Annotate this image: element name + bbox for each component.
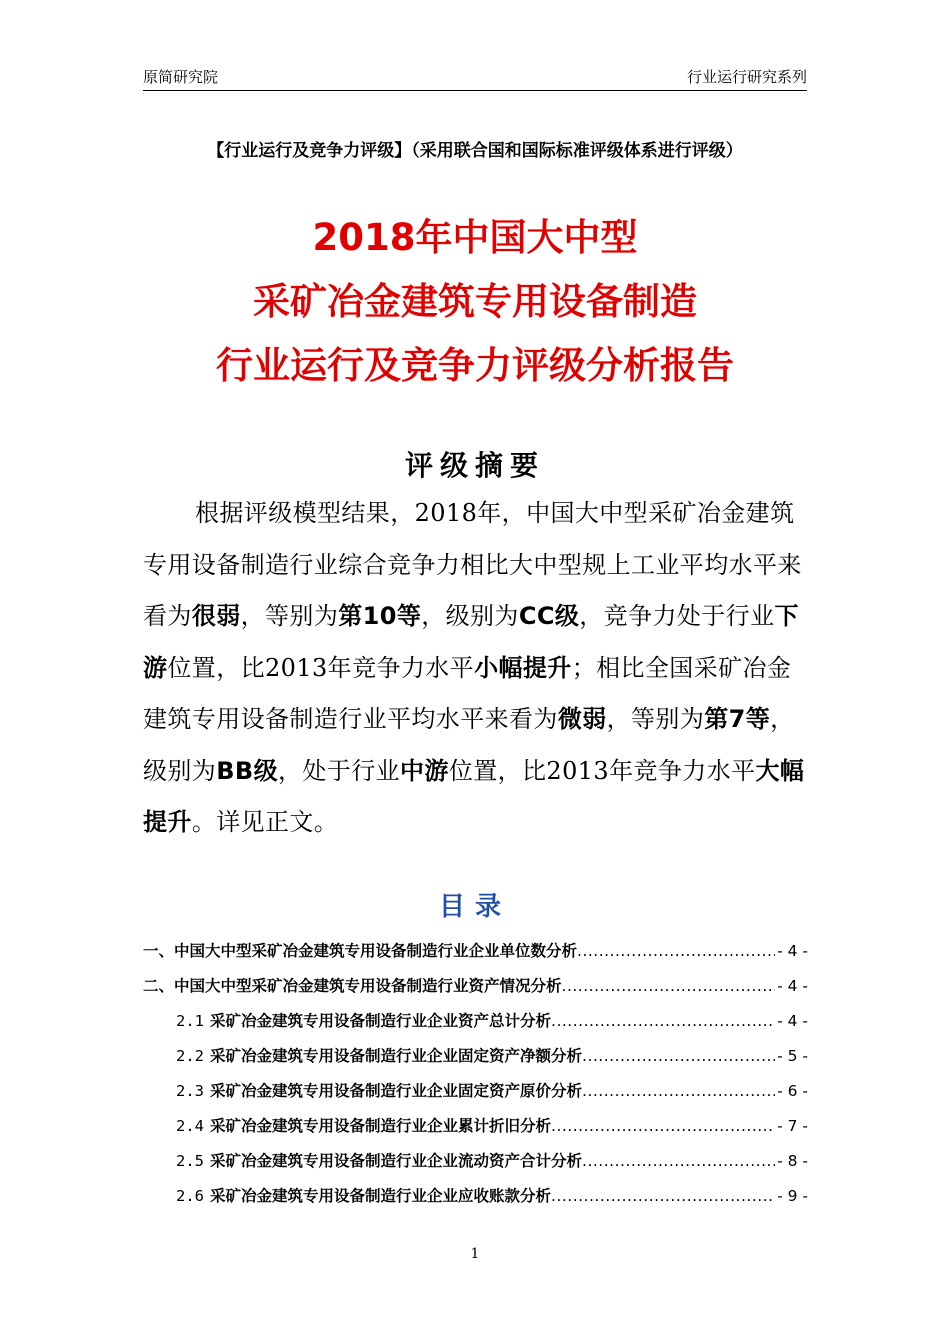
toc-leader-dots	[551, 1004, 775, 1039]
toc-entry-label: 采矿冶金建筑专用设备制造行业企业应收账款分析	[210, 1187, 552, 1205]
summary-text: ，等别为	[240, 602, 339, 630]
toc-entry-number: 2.4	[176, 1117, 204, 1135]
summary-emphasis: 大幅提升	[143, 756, 805, 836]
toc-entry[interactable]	[143, 1039, 808, 1074]
summary-emphasis: 小幅提升	[474, 653, 572, 682]
toc-entry-label: 采矿冶金建筑专用设备制造行业企业流动资产合计分析	[210, 1152, 583, 1170]
toc-entry-number: 2.3	[176, 1082, 204, 1100]
page-number: 1	[470, 1246, 480, 1262]
title-line-3: 行业运行及竞争力评级分析报告	[216, 344, 734, 387]
summary-emphasis: 微弱	[557, 705, 607, 733]
toc-entry-label: 一、中国大中型采矿冶金建筑专用设备制造行业企业单位数分析	[143, 942, 578, 960]
toc-heading: 目录	[438, 892, 511, 922]
toc-leader-dots	[551, 1179, 775, 1214]
report-tagline: 【行业运行及竞争力评级】（采用联合国和国际标准评级体系进行评级）	[207, 141, 743, 161]
summary-text: 。详见正文。	[191, 808, 339, 836]
summary-emphasis: 第7等	[704, 705, 771, 733]
toc-entry-label: 采矿冶金建筑专用设备制造行业企业固定资产原价分析	[210, 1082, 583, 1100]
summary-heading: 评级摘要	[404, 449, 545, 482]
toc-entry-number: 2.2	[176, 1047, 204, 1065]
toc-entry[interactable]	[143, 1144, 808, 1179]
summary-text: ，级别为	[421, 602, 519, 630]
summary-paragraph	[143, 488, 808, 849]
header-right: 行业运行研究系列	[686, 68, 807, 86]
toc-entry-label: 采矿冶金建筑专用设备制造行业企业资产总计分析	[210, 1012, 552, 1030]
toc-entry-page: - 4 -	[777, 942, 808, 960]
toc-entry-number: 2.5	[176, 1152, 204, 1170]
toc-leader-dots	[582, 1039, 775, 1074]
toc-leader-dots	[582, 1144, 775, 1179]
toc-entry-page: - 5 -	[777, 1047, 808, 1065]
report-title	[100, 206, 850, 398]
toc-leader-dots	[551, 1109, 775, 1144]
toc-entry-label: 二、中国大中型采矿冶金建筑专用设备制造行业资产情况分析	[143, 977, 562, 995]
summary-emphasis: 下游	[143, 602, 799, 682]
header-rule	[143, 90, 807, 91]
toc-entry[interactable]	[143, 1074, 808, 1109]
toc-entry-label: 采矿冶金建筑专用设备制造行业企业固定资产净额分析	[210, 1047, 583, 1065]
toc-entry[interactable]	[143, 1004, 808, 1039]
summary-emphasis: 第10等	[338, 602, 422, 630]
toc-leader-dots	[577, 934, 775, 969]
header-left: 原简研究院	[143, 68, 219, 86]
toc-entry[interactable]	[143, 1179, 808, 1214]
summary-emphasis: 中游	[400, 756, 449, 785]
summary-text: ，等别为	[606, 705, 705, 733]
summary-text: ，级别为	[143, 705, 795, 785]
summary-text: ；相比全国采矿冶金建筑专用设备制造行业平均水平来看为	[143, 653, 792, 733]
summary-text: 位置，比2013年竞争力水平	[167, 653, 475, 682]
toc-entry-page: - 8 -	[777, 1152, 808, 1170]
toc-entry-page: - 9 -	[777, 1187, 808, 1205]
summary-emphasis: 很弱	[191, 602, 241, 630]
toc-entry-number: 2.1	[176, 1012, 204, 1030]
summary-text: ，处于行业	[278, 756, 400, 785]
summary-emphasis: CC级	[518, 602, 580, 630]
summary-emphasis: BB级	[216, 756, 278, 785]
toc-entry-number: 2.6	[176, 1187, 204, 1205]
toc-entry-page: - 7 -	[777, 1117, 808, 1135]
toc-entry[interactable]	[143, 969, 808, 1004]
toc-entry-page: - 4 -	[777, 1012, 808, 1030]
toc-entry[interactable]	[143, 934, 808, 969]
toc-entry[interactable]	[143, 1109, 808, 1144]
toc-leader-dots	[582, 1074, 775, 1109]
title-line-1: 2018年中国大中型	[312, 216, 638, 259]
toc-leader-dots	[562, 969, 776, 1004]
toc-entry-page: - 6 -	[777, 1082, 808, 1100]
page-header	[143, 64, 807, 90]
summary-text: 位置，比2013年竞争力水平	[448, 756, 756, 785]
table-of-contents	[143, 934, 808, 1214]
title-line-2: 采矿冶金建筑专用设备制造	[253, 280, 697, 323]
summary-text: 根据评级模型结果，2018年，中国大中型采矿冶金建筑专用设备制造行业综合竞争力相比大中型规上工业平均水平来看为	[143, 499, 802, 630]
toc-entry-label: 采矿冶金建筑专用设备制造行业企业累计折旧分析	[210, 1117, 552, 1135]
toc-entry-page: - 4 -	[777, 977, 808, 995]
summary-text: ，竞争力处于行业	[579, 602, 775, 630]
